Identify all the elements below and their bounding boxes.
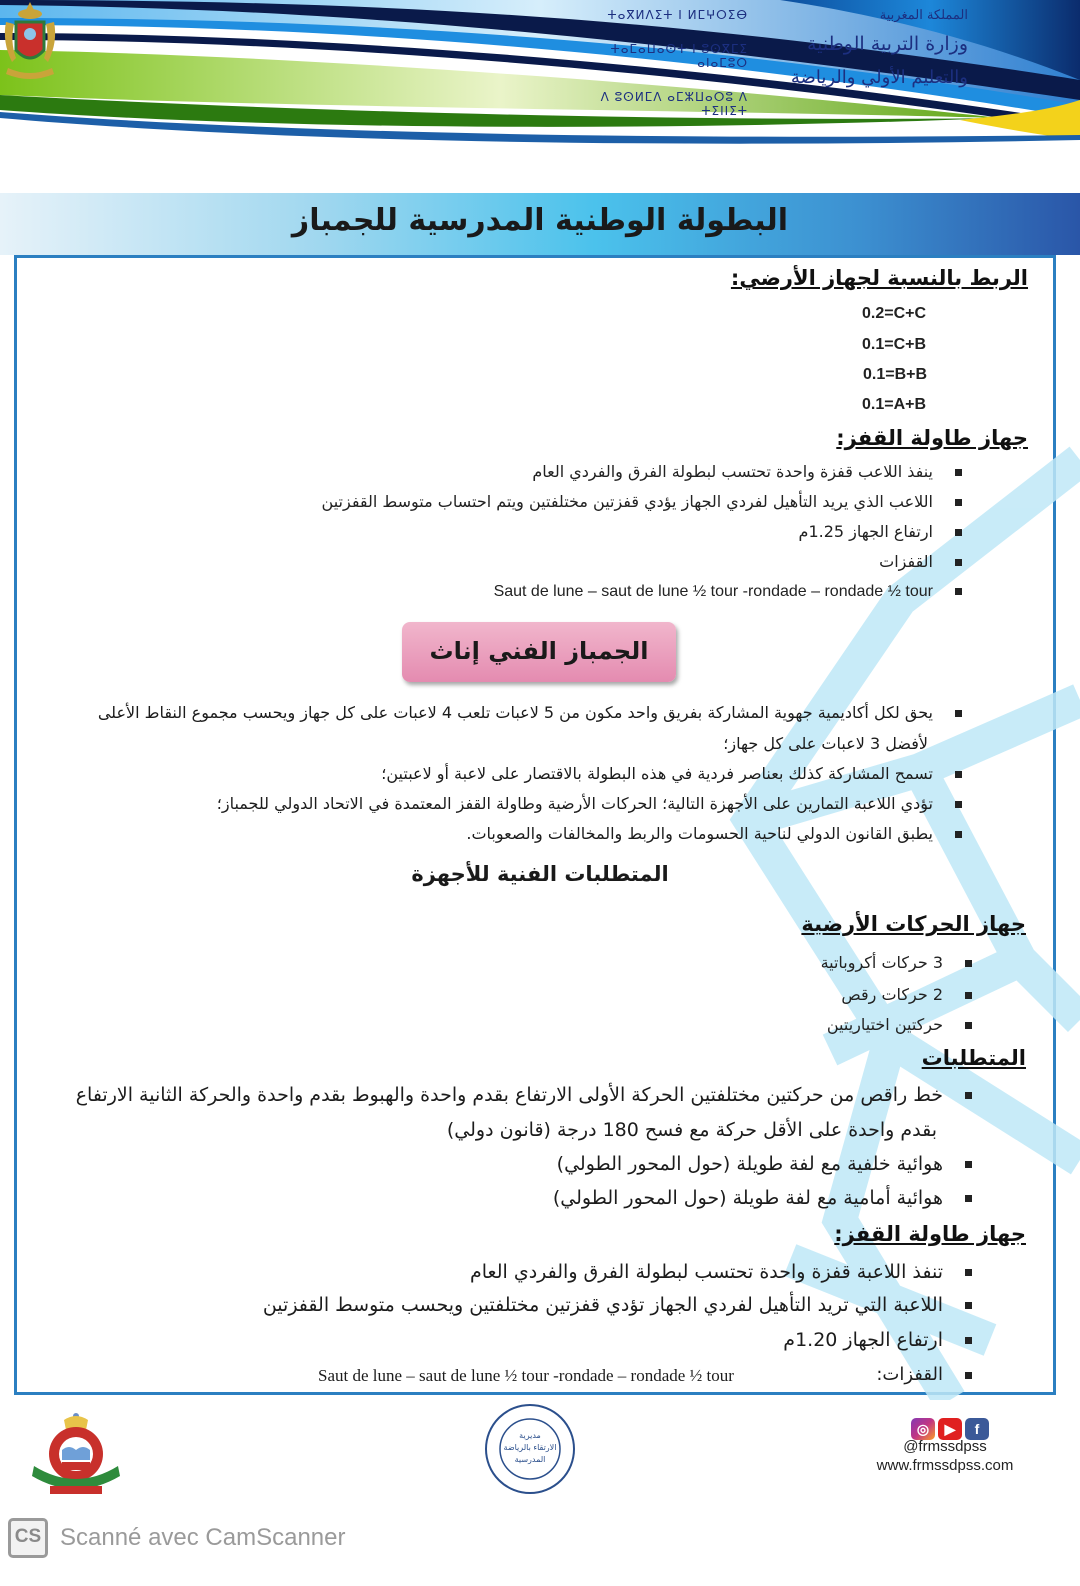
list-item-text: تؤدي اللاعبة التمارين على الأجهزة التالية؛ الحركات الأرضية وطاولة القفز المعتمدة في الاتحاد الدولي للجمباز؛ [216,794,933,813]
list-item-text: 2 حركات رقص [841,985,943,1004]
facebook-icon[interactable]: f [965,1418,989,1440]
list-item-text: اللاعب الذي يريد التأهيل لفردي الجهاز يؤدي قفزتين مختلفتين ويتم احتساب متوسط القفزتين [321,492,933,511]
list-item [98,703,962,722]
list-item-text: تسمح المشاركة كذلك بعناصر فردية في هذه البطولة بالاقتصار على لاعبة أو لاعبتين؛ [381,764,933,783]
formula-item: 0.2=C+C [862,305,927,322]
list-item-text: القفزات [879,552,933,571]
list-item-text: تنفذ اللاعبة قفزة واحدة تحتسب لبطولة الفرق والفردي العام [470,1261,943,1283]
formula-item: 0.1=B+B [863,366,928,383]
list-item-text: خط راقص من حركتين مختلفتين الحركة الأولى الارتفاع بقدم واحدة والهبوط بقدم واحدة والحركة الثانية الارتفاع [75,1084,943,1106]
bullet-square-icon [965,992,972,999]
list-item-text: اللاعبة التي تريد التأهيل لفردي الجهاز تؤدي قفزتين مختلفتين ويحسب متوسط القفزتين [262,1294,943,1316]
list-item [532,462,962,481]
list-item-text: القفزات: [876,1364,943,1385]
seal-line: الارتقاء بالرياضة [503,1443,557,1452]
ministry-label: وزارة التربية الوطنية [807,33,968,55]
list-item [217,794,962,813]
directorate-seal [483,1402,577,1496]
list-item-text: يطبق القانون الدولي لناحية الحسومات والربط والمخالفات والصعوبات. [466,824,933,843]
list-item [553,1187,972,1209]
bullet-square-icon [965,1372,972,1379]
list-item [879,552,962,571]
list-item [783,1329,972,1351]
floor-apparatus-heading: جهاز الحركات الأرضية [801,912,1026,936]
instagram-icon[interactable]: ◎ [911,1418,935,1440]
list-item-text: يحق لكل أكاديمية جهوية المشاركة بفريق واحد مكون من 5 لاعبات تلعب 4 لاعبات على كل جهاز ويحسب مجموع النقاط الأعلى [97,703,933,722]
list-item-text: ارتفاع الجهاز 1.20م [783,1329,943,1351]
tifinagh-line-3: ⴷ ⵓⵙⵍⵎⴷ ⴰⵎⵣⵡⴰⵔⵓ ⴷ ⵜⵉⵏⵏⵉⵜ [600,90,748,118]
list-item [799,522,962,541]
bullet-square-icon [965,1022,972,1029]
list-item [466,824,962,843]
list-item [821,953,972,972]
list-item [322,492,962,511]
camscanner-logo-icon: CS [8,1518,48,1558]
list-item [263,1294,972,1316]
watermark-star-pattern [690,400,1080,1400]
vault-boys-heading: جهاز طاولة القفز: [836,426,1028,450]
list-item [827,1015,972,1034]
list-item-text: 3 حركات أكروباتية [820,953,943,972]
bullet-square-icon [965,1195,972,1202]
bullet-square-icon [965,960,972,967]
formula-item: 0.1=C+B [862,336,927,353]
bullet-square-icon [955,529,962,536]
bullet-square-icon [955,801,962,808]
bullet-square-icon [955,710,962,717]
vault-girls-jumps-list: Saut de lune – saut de lune ½ tour -rondade – rondade ½ tour [318,1366,734,1385]
page-title: البطولة الوطنية المدرسية للجمباز [291,203,789,238]
list-item [841,985,972,1004]
list-item [876,1364,972,1385]
list-item [494,583,962,601]
federation-logo-icon [30,1408,122,1498]
seal-line: مديرية [519,1431,541,1440]
camscanner-label: Scanné avec CamScanner [60,1524,346,1551]
seal-line: المدرسية [514,1455,546,1464]
bullet-square-icon [965,1337,972,1344]
youtube-icon[interactable]: ▶ [938,1418,962,1440]
formula-item: 0.1=A+B [862,396,927,413]
list-item-text: هوائية أمامية مع لفة طويلة (حول المحور الطولي) [552,1187,943,1209]
title-bar [0,193,1080,255]
bullet-square-icon [965,1092,972,1099]
header-banner [0,0,1080,190]
list-item-continuation: بقدم واحدة على الأقل حركة مع فسح 180 درجة (قانون دولي) [446,1119,937,1141]
ministry-name-arabic [768,6,968,88]
bullet-square-icon [955,588,962,595]
camscanner-watermark [8,1518,346,1558]
bullet-square-icon [965,1269,972,1276]
bullet-square-icon [955,499,962,506]
ministry-name-tifinagh [578,8,748,138]
coat-of-arms-icon [0,0,60,82]
list-item-text: ارتفاع الجهاز 1.25م [798,522,933,541]
ministry-sublabel: والتعليم الأولي والرياضة [790,67,968,88]
girls-gymnastics-banner: الجمباز الفني إناث [402,622,676,682]
list-item [76,1084,972,1106]
list-item-text: حركتين اختياريتين [826,1015,943,1034]
bullet-square-icon [965,1161,972,1168]
social-links [870,1418,1020,1474]
tifinagh-line-1: ⵜⴰⴳⵍⴷⵉⵜ ⵏ ⵍⵎⵖⵔⵉⴱ [607,8,748,22]
social-handle[interactable]: @frmssdpss [903,1438,987,1455]
list-item-text: هوائية خلفية مع لفة طويلة (حول المحور الطولي) [556,1153,943,1175]
floor-connections-heading: الربط بالنسبة لجهاز الأرضي: [730,266,1028,290]
list-item [470,1261,972,1283]
list-item-text: ينفذ اللاعب قفزة واحدة تحتسب لبطولة الفرق والفردي العام [532,462,933,481]
list-item [381,764,962,783]
tifinagh-line-2: ⵜⴰⵎⴰⵡⴰⵙⵜ ⵏ ⵓⵙⴳⵎⵉ ⴰⵏⴰⵎⵓⵔ [610,42,748,70]
website-link[interactable]: www.frmssdpss.com [876,1457,1014,1474]
list-item-text: Saut de lune – saut de lune ½ tour -rondade – rondade ½ tour [493,583,933,600]
bullet-square-icon [955,771,962,778]
vault-girls-heading: جهاز طاولة القفز: [834,1222,1026,1246]
bullet-square-icon [955,469,962,476]
technical-requirements-heading: المتطلبات الفنية للأجهزة [411,862,669,886]
list-item [557,1153,972,1175]
bullet-square-icon [955,831,962,838]
kingdom-label: المملكة المغربية [879,8,968,23]
bullet-square-icon [965,1302,972,1309]
list-item-continuation: لأفضل 3 لاعبات على كل جهاز؛ [723,734,928,753]
requirements-heading: المتطلبات [921,1046,1026,1070]
bullet-square-icon [955,559,962,566]
